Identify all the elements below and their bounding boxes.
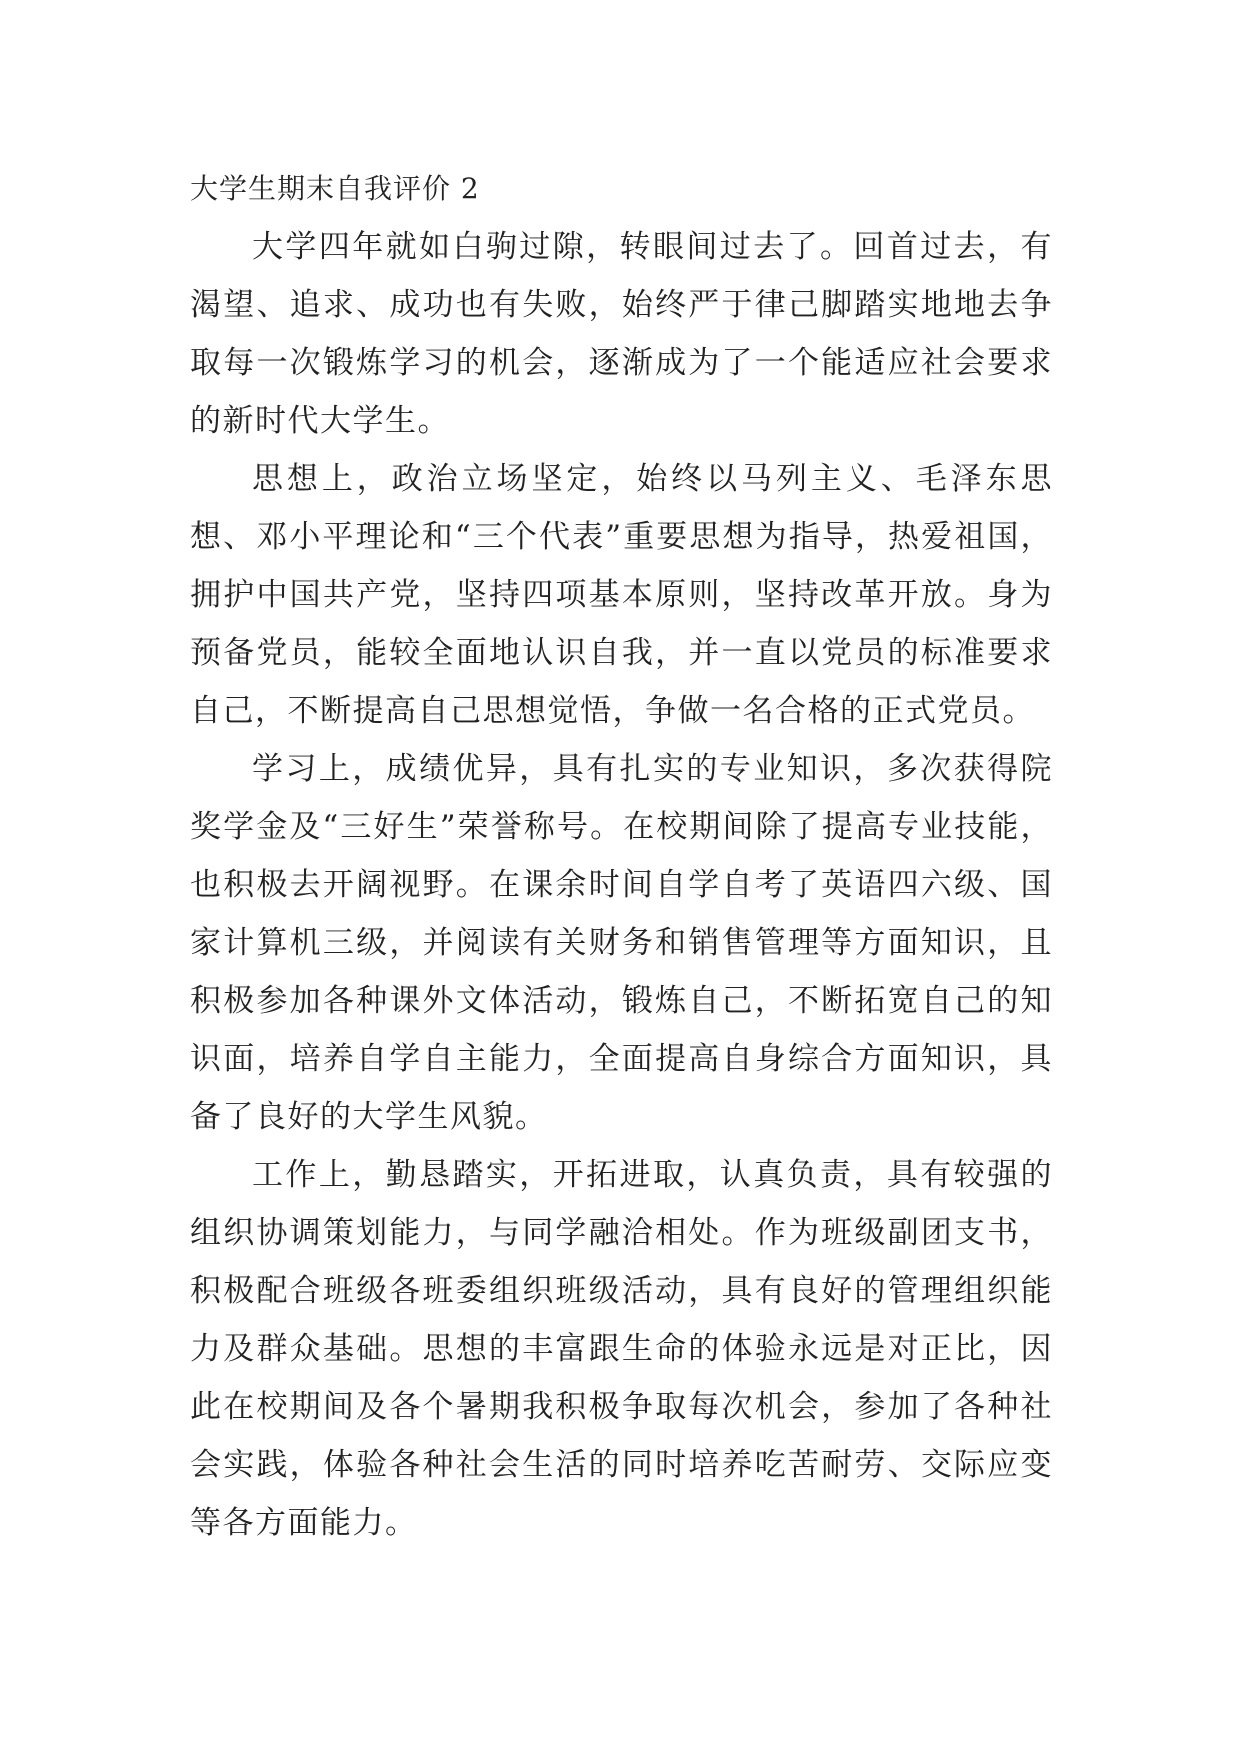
- paragraph-ideology: 思想上，政治立场坚定，始终以马列主义、毛泽东思想、邓小平理论和“三个代表”重要思想为指导，热爱祖国，拥护中国共产党，坚持四项基本原则，坚持改革开放。身为预备党员，能较全面地认识自我，并一直以党员的标准要求自己，不断提高自己思想觉悟，争做一名合格的正式党员。: [190, 461, 1053, 729]
- paragraph-work: 工作上，勤恳踏实，开拓进取，认真负责，具有较强的组织协调策划能力，与同学融洽相处。作为班级副团支书，积极配合班级各班委组织班级活动，具有良好的管理组织能力及群众基础。思想的丰富跟生命的体验永远是对正比，因此在校期间及各个暑期我积极争取每次机会，参加了各种社会实践，体验各种社会生活的同时培养吃苦耐劳、交际应变等各方面能力。: [190, 1157, 1053, 1541]
- paragraph-study: 学习上，成绩优异，具有扎实的专业知识，多次获得院奖学金及“三好生”荣誉称号。在校期间除了提高专业技能，也积极去开阔视野。在课余时间自学自考了英语四六级、国家计算机三级，并阅读有关财务和销售管理等方面知识，且积极参加各种课外文体活动，锻炼自己，不断拓宽自己的知识面，培养自学自主能力，全面提高自身综合方面知识，具备了良好的大学生风貌。: [190, 751, 1053, 1135]
- paragraph-intro: 大学四年就如白驹过隙，转眼间过去了。回首过去，有渴望、追求、成功也有失败，始终严于律己脚踏实地地去争取每一次锻炼学习的机会，逐渐成为了一个能适应社会要求的新时代大学生。: [190, 229, 1053, 439]
- document-body: [190, 160, 1053, 1552]
- document-title: 大学生期末自我评价 2: [190, 172, 480, 205]
